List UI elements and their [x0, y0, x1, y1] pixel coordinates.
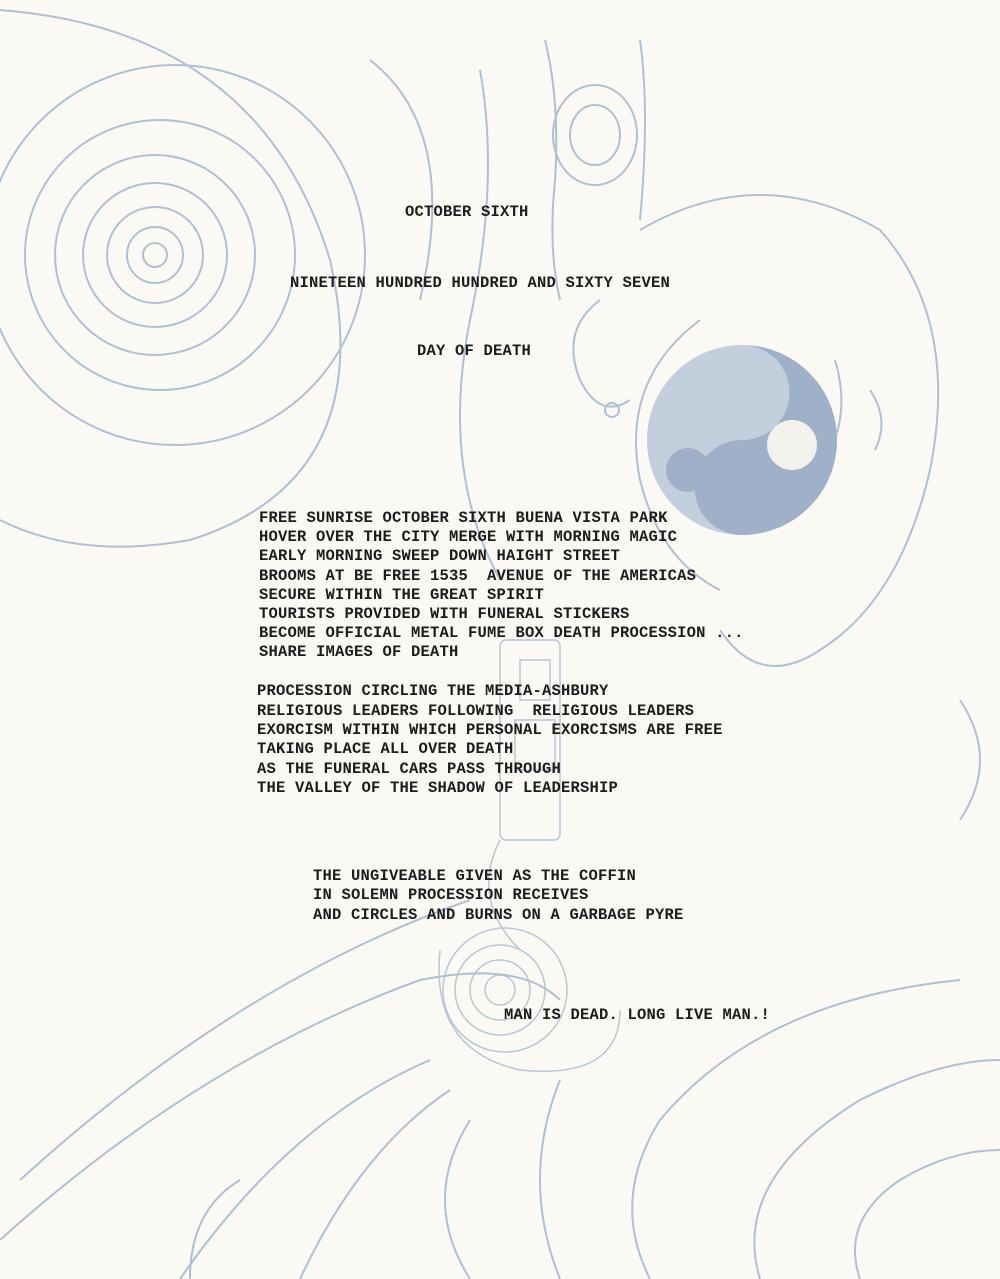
stanza2-line: RELIGIOUS LEADERS FOLLOWING RELIGIOUS LEADERS [257, 702, 695, 720]
stanza2-line: EXORCISM WITHIN WHICH PERSONAL EXORCISMS ARE FREE [257, 721, 723, 739]
stanza1-line: BECOME OFFICIAL METAL FUME BOX DEATH PROCESSION ... [259, 624, 744, 642]
stanza2-line: PROCESSION CIRCLING THE MEDIA-ASHBURY [257, 682, 609, 700]
date-heading: OCTOBER SIXTH [405, 203, 529, 221]
stanza1-line: BROOMS AT BE FREE 1535 AVENUE OF THE AMERICAS [259, 567, 697, 585]
stanza2-line: AS THE FUNERAL CARS PASS THROUGH [257, 760, 562, 778]
yin-yang-symbol [647, 345, 837, 535]
stanza3-line: THE UNGIVEABLE GIVEN AS THE COFFIN [313, 867, 637, 885]
stanza1-line: SHARE IMAGES OF DEATH [259, 643, 459, 661]
stanza1-line: EARLY MORNING SWEEP DOWN HAIGHT STREET [259, 547, 621, 565]
title-heading: DAY OF DEATH [417, 342, 532, 360]
stanza1-line: FREE SUNRISE OCTOBER SIXTH BUENA VISTA PARK [259, 509, 668, 527]
stanza1-line: SECURE WITHIN THE GREAT SPIRIT [259, 586, 545, 604]
stanza3-line: AND CIRCLES AND BURNS ON A GARBAGE PYRE [313, 906, 684, 924]
closing-line: MAN IS DEAD. LONG LIVE MAN.! [504, 1006, 771, 1024]
stanza3-line: IN SOLEMN PROCESSION RECEIVES [313, 886, 589, 904]
stanza2-line: THE VALLEY OF THE SHADOW OF LEADERSHIP [257, 779, 619, 797]
year-heading: NINETEEN HUNDRED HUNDRED AND SIXTY SEVEN [290, 274, 671, 292]
ring-top-center [370, 40, 645, 580]
stanza1-line: HOVER OVER THE CITY MERGE WITH MORNING MAGIC [259, 528, 678, 546]
stanza2-line: TAKING PLACE ALL OVER DEATH [257, 740, 514, 758]
stanza1-line: TOURISTS PROVIDED WITH FUNERAL STICKERS [259, 605, 630, 623]
